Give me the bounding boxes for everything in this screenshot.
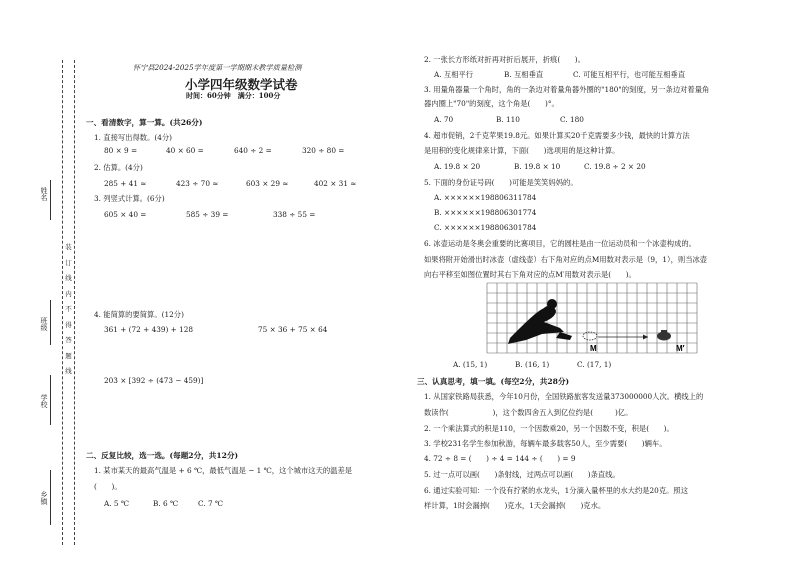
s1q1-title: 1. 直接写出得数。(4分)	[94, 133, 172, 142]
s2q2-option-a[interactable]: A. 互相平行	[434, 70, 474, 79]
s2q6-option-c[interactable]: C. (17, 1)	[577, 360, 612, 369]
s2q1-option-a[interactable]: A. 5 ℃	[104, 499, 130, 508]
s2q5-option-a[interactable]: A. ××××××198806311784	[434, 193, 537, 202]
s2q6-line1: 6. 冰壶运动是冬奥会重要的比赛项目，它的圆柱是由一位运动员和一个冰壶构成的。	[424, 239, 696, 248]
s2q5-option-b[interactable]: B. ××××××198806301774	[434, 208, 537, 217]
section1-title: 一、看清数字，算一算。(共26分)	[86, 118, 203, 127]
curling-grid-figure	[486, 282, 698, 354]
point-m-label: M	[590, 344, 597, 353]
s2q4-line2: 是用积的变化规律来计算，下面( )选项用的是这种计算。	[424, 146, 620, 155]
s1q2-title: 2. 估算。(4分)	[94, 163, 143, 172]
school-blank[interactable]	[50, 375, 51, 425]
s1q2-item-3: 603 × 29 ≈	[246, 179, 289, 188]
s3q5-text: 5. 过一点可以画( )条射线，过两点可以画( )条直线。	[424, 470, 620, 479]
s1q1-item-1: 80 × 9 =	[104, 146, 138, 155]
s1q2-item-2: 423 ÷ 70 ≈	[176, 179, 219, 188]
name-blank[interactable]	[50, 180, 51, 220]
s1q3-item-1: 605 × 40 =	[104, 210, 147, 219]
school-label: 学校	[40, 394, 48, 410]
s1q1-item-2: 40 × 60 =	[166, 146, 204, 155]
s3q1-line1: 1. 从国家铁路局获悉，今年10月份，全国铁路旅客发送量373000000人次。横线上的	[424, 392, 704, 401]
s1q3-item-3: 338 ÷ 55 =	[273, 210, 316, 219]
s2q3-option-c[interactable]: C. 180	[560, 115, 584, 124]
cutting-text: 装 订 线 内 不 得 答 题 线	[65, 243, 72, 375]
athlete-silhouette	[508, 306, 564, 344]
s2q2-option-c[interactable]: C. 可能互相平行，也可能互相垂直	[573, 70, 686, 79]
s1q4-title: 4. 能简算的要简算。(12分)	[94, 310, 184, 319]
class-blank[interactable]	[50, 300, 51, 345]
s2q5-option-c[interactable]: C. ××××××198806301784	[434, 223, 537, 232]
s1q4-item-2: 75 × 36 + 75 × 64	[258, 325, 328, 334]
cut-line-inner	[62, 60, 63, 545]
s2q1-option-b[interactable]: B. 6 ℃	[153, 499, 179, 508]
s2q1-line1: 1. 某市某天的最高气温是 + 6 ℃，最低气温是 − 1 ℃，这个城市这天的温差是	[94, 466, 353, 475]
s2q4-option-b[interactable]: B. 19.8 × 10	[514, 162, 561, 171]
s3q6-line1: 6. 通过实验可知：一个没有拧紧的水龙头，1分滴入量杯里的水大约是20克。照这	[424, 486, 689, 495]
s3q4-text: 4. 72 ÷ 8 = ( ) ÷ 4 = 144 ÷ ( ) = 9	[424, 454, 576, 463]
s2q4-option-a[interactable]: A. 19.8 × 20	[434, 162, 481, 171]
s3q6-line2: 样计算，1时会漏掉( )克水，1天会漏掉( )克水。	[424, 501, 606, 510]
s1q1-item-4: 320 ÷ 80 =	[302, 146, 345, 155]
s2q2-option-b[interactable]: B. 互相垂直	[504, 70, 544, 79]
town-label: 乡镇	[40, 491, 48, 507]
s2q4-line1: 4. 超市促销，2千克苹果19.8元。如果计算买20千克需要多少钱，最快的计算方法	[424, 131, 690, 140]
s2q6-option-b[interactable]: B. (16, 1)	[515, 360, 550, 369]
section2-title: 二、反复比较，选一选。(每题2分，共12分)	[86, 451, 239, 460]
s2q3-option-a[interactable]: A. 70	[434, 115, 454, 124]
exam-org: 怀宁县2024-2025学年度第一学期期末教学质量检测	[133, 63, 302, 72]
athlete-head	[547, 299, 557, 309]
s2q4-option-c[interactable]: C. 19.8 ÷ 2 × 20	[584, 162, 646, 171]
s3q1-line2: 数读作( )，这个数四舍五入到亿位约是( )亿。	[424, 408, 633, 417]
exam-info: 时间：60分钟 满分：100分	[186, 91, 281, 100]
section3-title: 三、认真思考，填一填。(每空2分，共28分)	[417, 377, 570, 386]
curling-stone-handle	[661, 330, 667, 333]
cut-line-outer	[74, 60, 75, 545]
s1q2-item-1: 285 + 41 ≈	[104, 179, 147, 188]
grid-lines	[487, 283, 697, 353]
s2q3-line1: 3. 用量角器量一个角时，角的一条边对着量角器外圈的"180"的刻度，另一条边对着量角	[424, 85, 710, 94]
s1q4-item-1: 361 + (72 + 439) + 128	[104, 325, 194, 334]
s2q5-text: 5. 下面的身份证号码( )可能是笑笑妈妈的。	[424, 178, 578, 187]
s1q2-item-4: 402 × 31 ≈	[314, 179, 357, 188]
s2q6-line2: 如果将附开始滑出时冰壶（虚线壶）右下角对应的点M用数对表示是（9，1），则当冰壶	[424, 255, 708, 264]
s2q6-line3: 向右平移至如图位置时其右下角对应的点M′用数对表示是( )。	[424, 270, 636, 279]
s3q3-text: 3. 学校231名学生参加秋游，每辆车最多载客50人，至少需要( )辆车。	[424, 439, 667, 448]
s3q2-text: 2. 一个乘法算式的积是110，一个因数乘20，另一个因数不变，积是( )。	[424, 424, 674, 433]
s2q1-option-c[interactable]: C. 7 ℃	[198, 499, 224, 508]
s1q1-item-3: 640 ÷ 2 =	[234, 146, 272, 155]
s1q3-title: 3. 列竖式计算。(6分)	[94, 194, 165, 203]
name-label: 姓名	[40, 187, 48, 203]
s2q6-option-a[interactable]: A. (15, 1)	[453, 360, 488, 369]
s1q4-item-3: 203 × [392 ÷ (473 − 459)]	[104, 376, 204, 385]
s2q3-line2: 器内圈上"70"的刻度，这个角是( )°。	[424, 99, 559, 108]
s2q3-option-b[interactable]: B. 110	[496, 115, 520, 124]
class-label: 班级	[40, 317, 48, 333]
town-blank[interactable]	[50, 470, 51, 525]
s2q1-line2: ( )。	[94, 482, 122, 491]
page-title: 小学四年级数学试卷	[185, 77, 298, 92]
point-m-prime-label: M′	[676, 344, 685, 353]
s1q3-item-2: 585 ÷ 39 =	[186, 210, 229, 219]
s2q2-text: 2. 一张长方形纸对折再对折后展开，折痕( )。	[424, 55, 585, 64]
